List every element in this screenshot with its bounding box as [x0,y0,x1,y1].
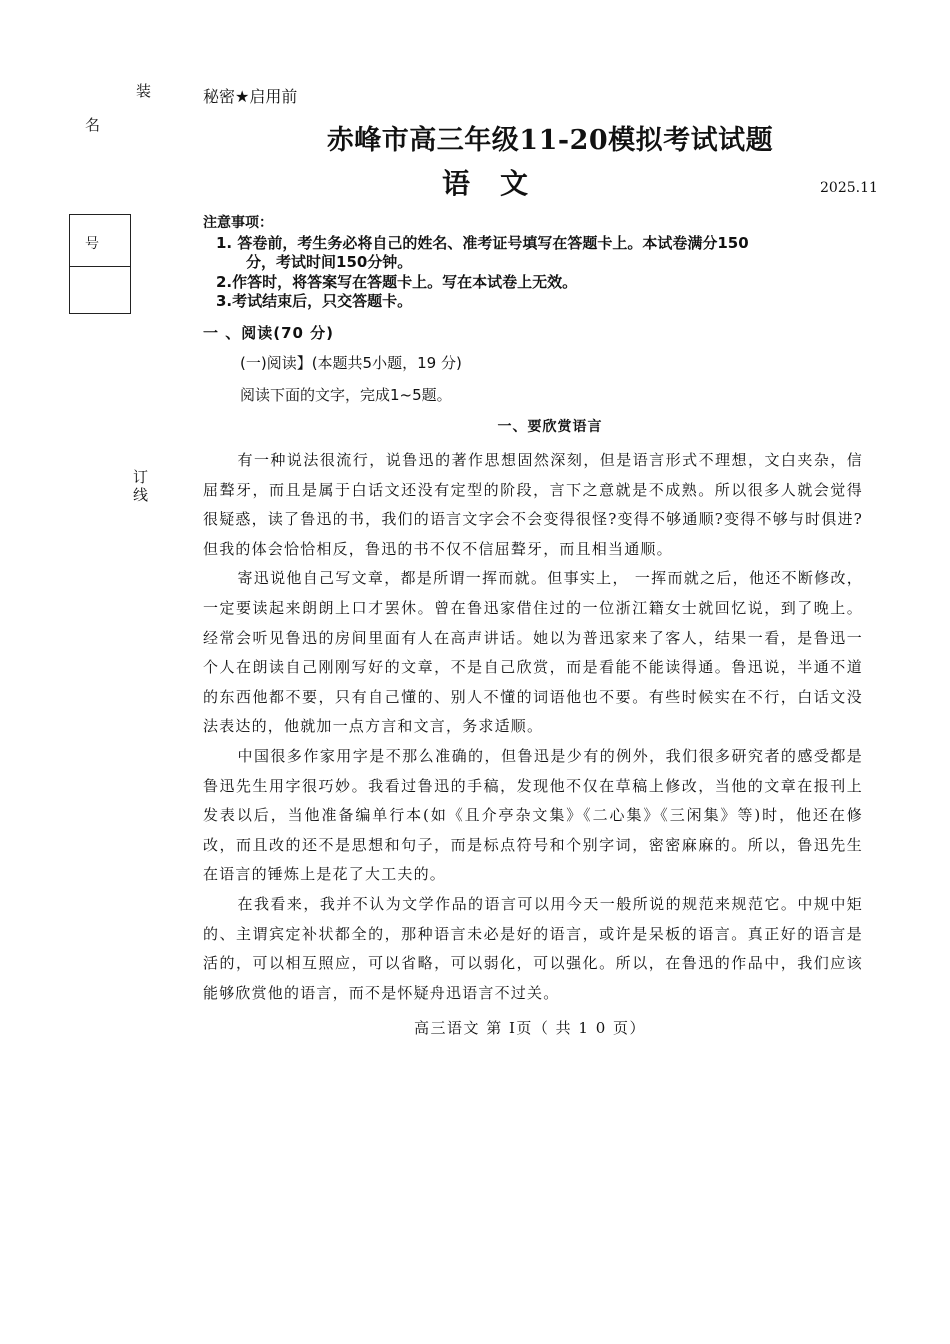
subject-title: 语文 [441,167,558,200]
notice-item-1: 1. 答卷前，考生务必将自己的姓名、准考证号填写在答题卡上。本试卷满分150 [216,234,749,252]
margin-ding: 订 [133,468,149,486]
paragraph: 在我看来，我并不认为文学作品的语言可以用今天一般所说的规范来规范它。中规中矩的、主谓宾定补状都全的，那种语言未必是好的语言，或许是呆板的语言。真正好的语言是活的，可以相互照应，可以省略，可以弱化，可以强化。所以，在鲁迅的作品中，我们应该能够欣赏他的语言，而不是怀疑舟迅语言不过关。 [203,894,863,1002]
margin-name-label: 名 [85,116,101,134]
exam-number-box [69,214,131,314]
exam-date: 2025.11 [820,180,878,196]
article-body [203,446,863,1008]
notice-item-2: 2.作答时，将答案写在答题卡上。写在本试卷上无效。 [216,273,578,291]
margin-xian: 线 [133,486,149,504]
section-heading: 一 、阅读(70 分) [203,324,335,342]
box-divider [70,266,130,267]
exam-number-label: 号 [85,236,99,252]
secret-label: 秘密★启用前 [203,87,298,106]
sub-section-heading: (一)阅读】(本题共5小题，19 分) [240,354,462,372]
margin-zhuang: 装 [136,82,152,100]
article-title: 一、要欣赏语言 [497,419,603,435]
notice-item-3: 3.考试结束后，只交答题卡。 [216,292,413,310]
notice-heading: 注意事项： [203,215,273,231]
paragraph: 寄迅说他自己写文章，都是所谓一挥而就。但事实上， 一挥而就之后，他还不断修改，一定要读起来朗朗上口才罢休。曾在鲁迅家借住过的一位浙江籍女士就回忆说，到了晚上。经常会听见鲁迅的房间里面有人在高声讲话。她以为普迅家来了客人，结果一看，是鲁迅一个人在朗读自己刚刚写好的文章，不是自己欣赏，而是看能不能读得通。鲁迅说，半通不道的东西他都不要，只有自己懂的、别人不懂的词语他也不要。有些时候实在不行，白话文没法表达的，他就加一点方言和文言，务求适顺。 [203,569,863,736]
paragraph: 有一种说法很流行，说鲁迅的著作思想固然深刻，但是语言形式不理想，文白夹杂，信屈聱牙，而且是属于白话文还没有定型的阶段，言下之意就是不成熟。所以很多人就会觉得很疑惑，读了鲁迅的书，我们的语言文字会不会变得很怪?变得不够通顺?变得不够与时俱进?但我的体会恰恰相反，鲁迅的书不仅不信屈聱牙，而且相当通顺。 [203,451,863,558]
page-footer: 高三语文 第 I页（ 共 1 0 页） [413,1019,647,1037]
notice-item-1-cont: 分，考试时间150分钟。 [246,253,413,271]
reading-instruction: 阅读下面的文字，完成1~5题。 [240,386,452,404]
exam-title: 赤峰市高三年级11-20模拟考试试题 [326,125,774,156]
paragraph: 中国很多作家用字是不那么准确的，但鲁迅是少有的例外，我们很多研究者的感受都是鲁迅先生用字很巧妙。我看过鲁迅的手稿，发现他不仅在草稿上修改，当他的文章在报刊上发表以后，当他准备编单行本(如《且介亭杂文集》《二心集》《三闲集》等)时，他还在修改，而且改的还不是思想和句子，而是标点符号和个别字词，密密麻麻的。所以，鲁迅先生在语言的锤炼上是花了大工夫的。 [203,746,863,884]
